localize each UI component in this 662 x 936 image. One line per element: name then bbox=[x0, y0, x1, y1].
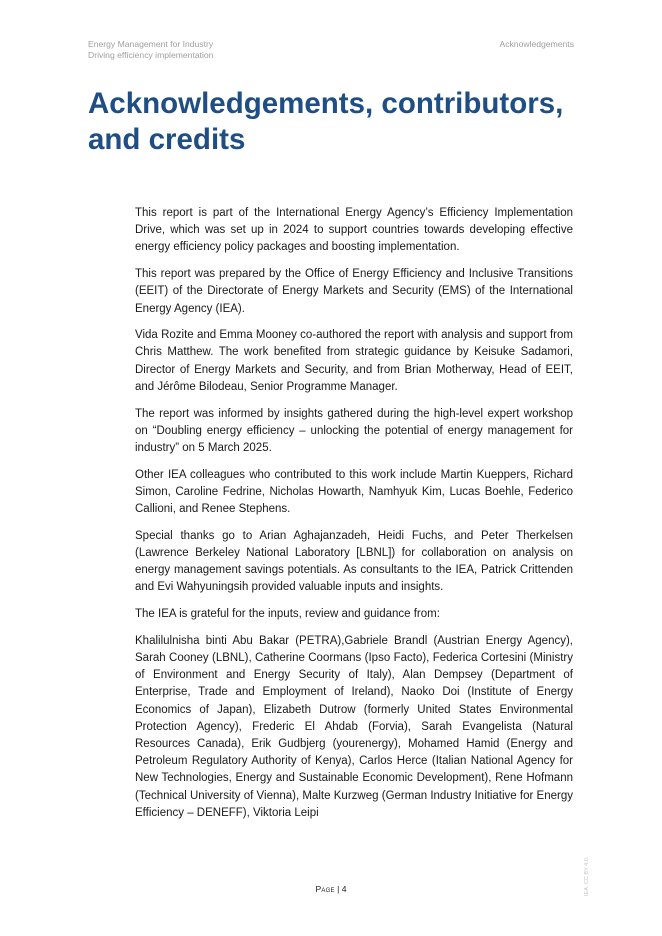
header-doc-subtitle: Driving efficiency implementation bbox=[88, 50, 214, 60]
body-text bbox=[135, 205, 573, 832]
paragraph-reviewers: Khalilulnisha binti Abu Bakar (PETRA),Gabriele Brandl (Austrian Energy Agency), Sarah Cooney (LBNL), Catherine Coormans (Ipso Facto), Federica Cortesini (Ministry of Environment and Energy Security of Italy), Alan Dempsey (Department of Enterprise, Trade and Employment of Ireland), Naoko Doi (Institute of Energy Economics of Japan), Elizabeth Dutrow (formerly United States Environmental Protection Agency), Frederic El Ahdab (Forvia), Sarah Evangelista (Natural Resources Canada), Erik Gudbjerg (yourenergy), Mohamed Hamid (Energy and Petroleum Regulatory Authority of Kenya), Carlos Herce (Italian National Agency for New Technologies, Energy and Sustainable Economic Development), Rene Hofmann (Technical University of Vienna), Malte Kurzweg (German Industry Initiative for Energy Efficiency – DENEFF), Viktoria Leipi bbox=[135, 634, 573, 819]
paragraph-efficiency-drive: This report is part of the International Energy Agency’s Efficiency Implementation Drive, which was set up in 2024 to support countries towards developing effective energy efficiency policy packages and boosting implementation. bbox=[135, 207, 573, 254]
paragraph-grateful: The IEA is grateful for the inputs, review and guidance from: bbox=[135, 608, 440, 621]
license-note: IEA. CC BY 4.0. bbox=[584, 856, 590, 896]
running-header-left bbox=[88, 39, 213, 61]
paragraph-authors: Vida Rozite and Emma Mooney co-authored the report with analysis and support from Chris Matthew. The work benefited from strategic guidance by Keisuke Sadamori, Director of Energy Markets and Security, and from Brian Motherway, Head of EEIT, and Jérôme Bilodeau, Senior Programme Manager. bbox=[135, 329, 573, 393]
paragraph-workshop: The report was informed by insights gathered during the high-level expert workshop on “Doubling energy efficiency – unlocking the potential of energy management for industry” on 5 March 2025. bbox=[135, 407, 573, 454]
page-title-line-2: and credits bbox=[88, 123, 246, 156]
page-footer bbox=[0, 884, 662, 894]
header-doc-title: Energy Management for Industry bbox=[88, 39, 214, 49]
paragraph-special-thanks: Special thanks go to Arian Aghajanzadeh, Heidi Fuchs, and Peter Therkelsen (Lawrence Berkeley National Laboratory [LBNL]) for collaboration on analysis on energy management savings potentials. As consultants to the IEA, Patrick Crittenden and Evi Wahyuningsih provided valuable inputs and insights. bbox=[135, 529, 573, 594]
page-separator: | bbox=[337, 884, 340, 894]
page-title bbox=[88, 86, 578, 158]
paragraph-iea-colleagues: Other IEA colleagues who contributed to this work include Martin Kueppers, Richard Simon, Caroline Fedrine, Nicholas Howarth, Namhyuk Kim, Lucas Boehle, Federico Callioni, and Renee Stephens. bbox=[135, 468, 573, 516]
paragraph-prepared-by: This report was prepared by the Office of Energy Efficiency and Inclusive Transitions (EEIT) of the Directorate of Energy Markets and Security (EMS) of the International Energy Agency (IEA). bbox=[135, 268, 573, 315]
page-label: Page bbox=[315, 884, 335, 894]
header-section-name: Acknowledgements bbox=[499, 39, 574, 49]
page-title-line-1: Acknowledgements, contributors, bbox=[88, 87, 564, 120]
page-number: 4 bbox=[341, 884, 347, 894]
